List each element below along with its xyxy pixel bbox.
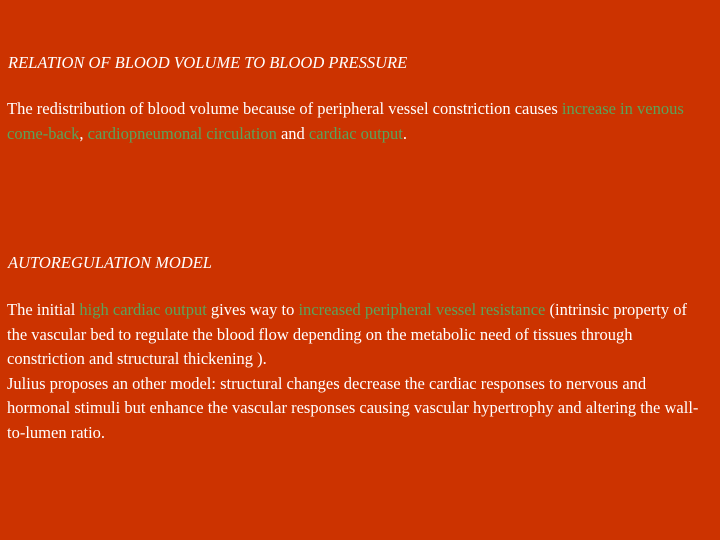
text-run-julius: Julius proposes an other model: structural changes decrease the cardiac responses to nervous and hormonal stimuli but enhance the vascular responses causing vascular hypertrophy and altering the wall-to-lumen ratio.	[7, 373, 699, 442]
highlight-cardiopneumonal-circulation: cardiopneumonal circulation	[87, 123, 277, 143]
text-run: (intrinsic property of the vascular bed to regulate the blood flow depending on the metabolic need of tissues through constriction and structural thickening ).	[7, 300, 687, 368]
text-run: ,	[79, 123, 88, 143]
highlight-peripheral-resistance: increased peripheral vessel resistance	[298, 300, 546, 319]
text-run: gives way to	[206, 300, 299, 319]
text-run: .	[402, 123, 407, 143]
highlight-cardiac-output: cardiac output	[308, 123, 403, 143]
section-heading-autoregulation: AUTOREGULATION MODEL	[8, 253, 212, 272]
text-run: and	[276, 123, 309, 143]
highlight-venous-come-back: increase in venous come-back	[7, 99, 684, 143]
paragraph-autoregulation	[7, 298, 707, 445]
highlight-high-cardiac-output: high cardiac output	[79, 300, 207, 319]
paragraph-redistribution	[7, 97, 707, 146]
text-run: The initial	[7, 300, 80, 319]
section-heading-blood-volume: RELATION OF BLOOD VOLUME TO BLOOD PRESSURE	[8, 53, 408, 72]
text-run: The redistribution of blood volume because of peripheral vessel constriction causes	[7, 99, 562, 118]
